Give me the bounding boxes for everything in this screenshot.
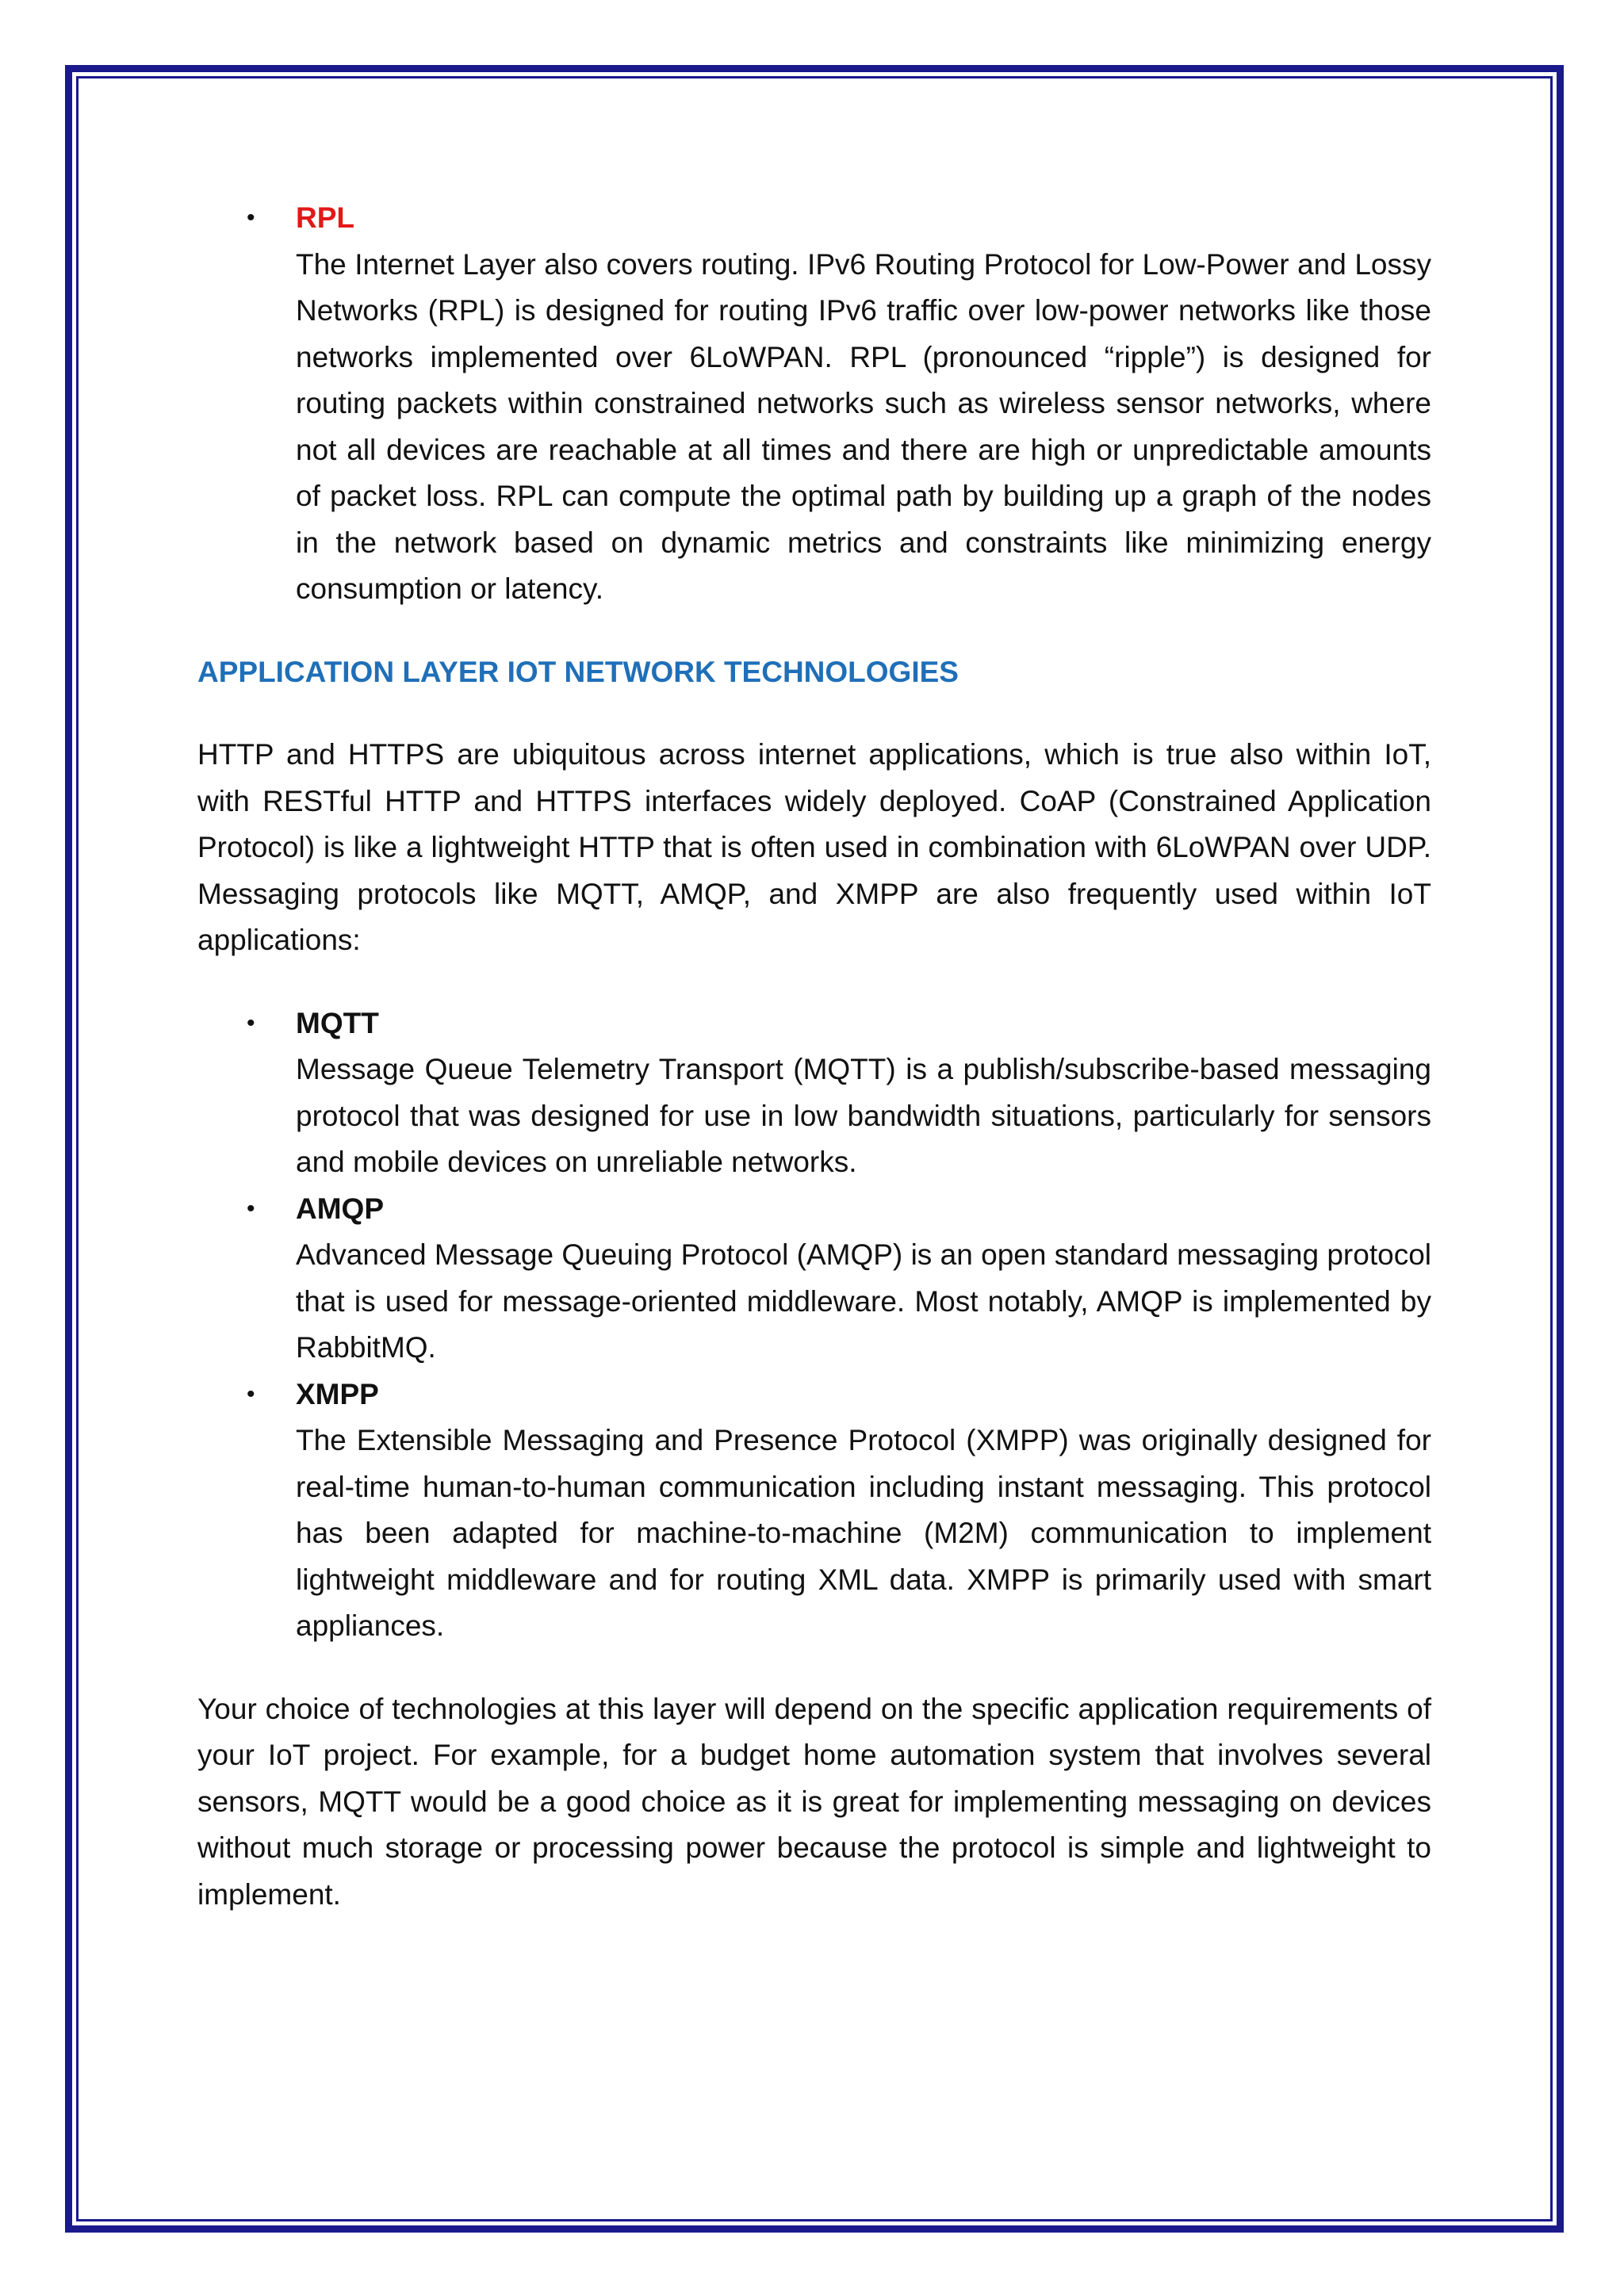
document-body [197, 195, 1431, 1918]
conclusion-paragraph: Your choice of technologies at this layer will depend on the specific application requirements of your IoT project. For example, for a budget home automation system that involves several sensors, MQTT would be a good choice as it is great for implementing messaging on devices without much storage or processing power because the protocol is simple and lightweight to implement. [197, 1692, 1431, 1911]
xmpp-title: XMPP [296, 1377, 379, 1410]
intro-paragraph: HTTP and HTTPS are ubiquitous across internet applications, which is true also within IoT, with RESTful HTTP and HTTPS interfaces widely deployed. CoAP (Constrained Application Protocol) is like a lightweight HTTP that is often used in combination with 6LoWPAN over UDP. Messaging protocols like MQTT, AMQP, and XMPP are also frequently used within IoT applications: [197, 738, 1431, 956]
bullet-amqp [197, 1186, 1431, 1372]
section-heading: APPLICATION LAYER IOT NETWORK TECHNOLOGIES [197, 655, 959, 688]
amqp-title: AMQP [296, 1192, 384, 1225]
rpl-description: The Internet Layer also covers routing. IPv6 Routing Protocol for Low-Power and Lossy Networks (RPL) is designed for routing IPv6 traffic over low-power networks like those networks implemented over 6LoWPAN. RPL (pronounced “ripple”) is designed for routing packets within constrained networks such as wireless sensor networks, where not all devices are reachable at all times and there are high or unpredictable amounts of packet loss. RPL can compute the optimal path by building up a graph of the nodes in the network based on dynamic metrics and constraints like minimizing energy consumption or latency. [296, 247, 1431, 605]
bullet-icon: • [247, 205, 255, 231]
bullet-icon: • [247, 1195, 255, 1222]
bullet-icon: • [247, 1009, 255, 1036]
amqp-description: Advanced Message Queuing Protocol (AMQP) is an open standard messaging protocol that is used for message-oriented middleware. Most notably, AMQP is implemented by RabbitMQ. [296, 1238, 1431, 1364]
bullet-rpl [197, 195, 1431, 613]
spacer [197, 964, 1431, 1001]
xmpp-description: The Extensible Messaging and Presence Protocol (XMPP) was originally designed for real-time human-to-human communication including instant messaging. This protocol has been adapted for machine-to-machine (M2M) communication to implement lightweight middleware and for routing XML data. XMPP is primarily used with smart appliances. [296, 1424, 1431, 1642]
spacer [197, 1650, 1431, 1686]
rpl-title: RPL [296, 201, 354, 234]
bullet-icon: • [247, 1380, 255, 1407]
bullet-mqtt [197, 1001, 1431, 1186]
bullet-xmpp [197, 1372, 1431, 1650]
mqtt-description: Message Queue Telemetry Transport (MQTT) is a publish/subscribe-based messaging protocol that was designed for use in low bandwidth situations, particularly for sensors and mobile devices on unreliable networks. [296, 1053, 1431, 1178]
mqtt-title: MQTT [296, 1006, 379, 1039]
